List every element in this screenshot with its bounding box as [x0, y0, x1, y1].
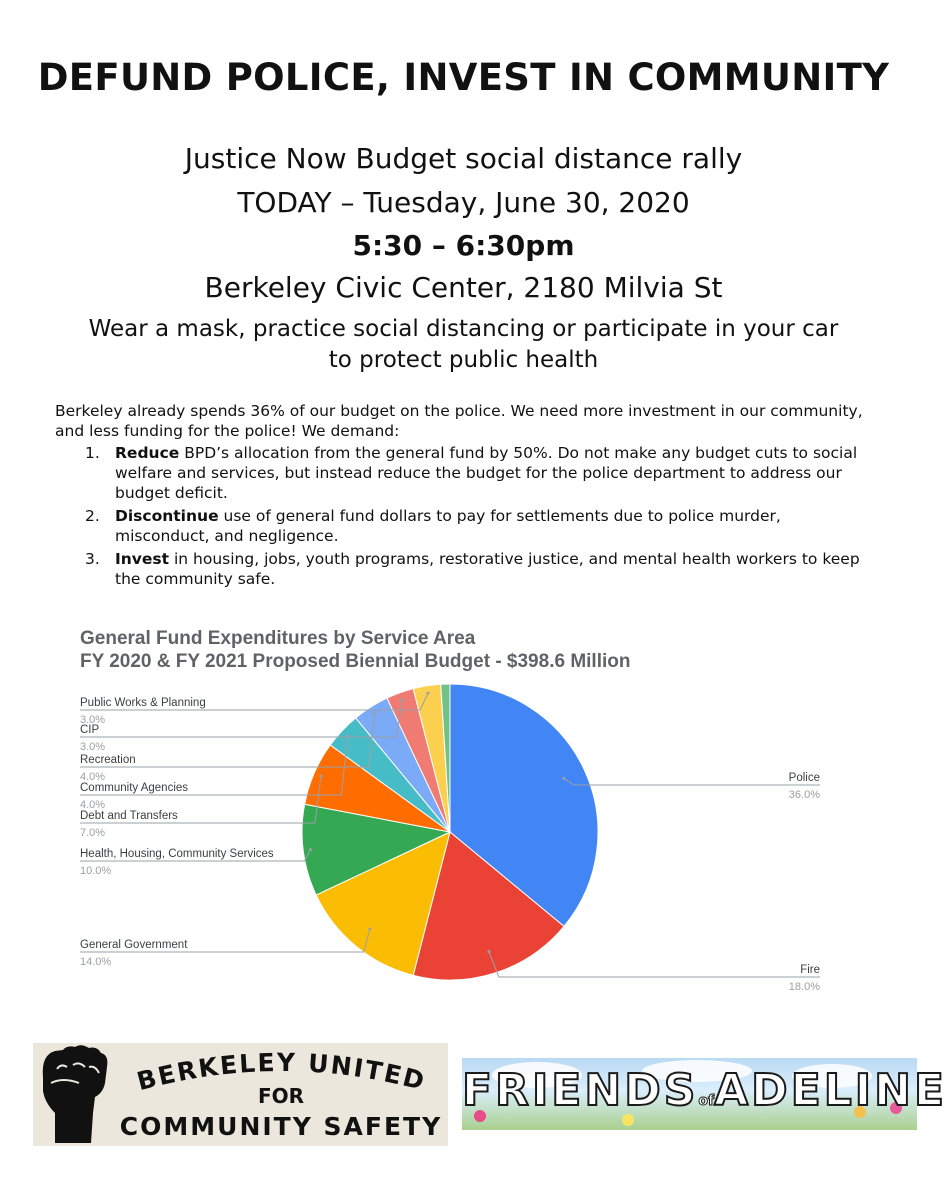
leader-dot	[487, 950, 490, 953]
slice-label: Fire	[800, 964, 820, 976]
leader-line	[489, 952, 820, 977]
leader-line	[80, 700, 402, 737]
demand-keyword: Discontinue	[115, 507, 219, 525]
demand-text: in housing, jobs, youth programs, restorative justice, and mental health workers to keep the community safe.	[115, 550, 860, 588]
demand-item	[85, 549, 875, 589]
slice-label: Recreation	[80, 754, 136, 766]
headline: DEFUND POLICE, INVEST IN COMMUNITY	[37, 56, 890, 99]
leader-dot	[368, 927, 371, 930]
leader-dot	[309, 848, 312, 851]
berkeley-united-logo	[33, 1043, 448, 1146]
slice-label: Community Agencies	[80, 782, 189, 794]
demand-item	[85, 443, 875, 503]
leader-dot	[319, 775, 322, 778]
leader-line	[564, 778, 820, 785]
pie-slice-community-agencies	[330, 718, 450, 832]
pie-slice-general-government	[316, 832, 450, 975]
leader-line	[80, 736, 348, 795]
demands-list	[85, 443, 875, 592]
slice-label: Debt and Transfers	[80, 810, 178, 822]
slice-value-label: 3.0%	[80, 714, 106, 726]
leader-dot	[401, 698, 404, 701]
leader-dot	[373, 712, 376, 715]
demand-item	[85, 506, 875, 546]
slice-label: Health, Housing, Community Services	[80, 848, 274, 860]
slice-label: CIP	[80, 724, 100, 736]
logo-wordmark	[462, 1065, 947, 1116]
leader-line	[80, 850, 311, 861]
event-time: 5:30 – 6:30pm	[352, 229, 575, 262]
slice-value-label: 14.0%	[80, 956, 112, 968]
leader-dot	[562, 777, 565, 780]
pie-slice-public-works-planning	[413, 684, 450, 832]
logo-word1: FRIENDS	[462, 1065, 699, 1116]
chart-title: General Fund Expenditures by Service Area	[80, 628, 476, 649]
chart-subtitle: FY 2020 & FY 2021 Proposed Biennial Budget - $398.6 Million	[80, 651, 631, 672]
slice-label: Police	[788, 772, 820, 784]
slice-value-label: 10.0%	[80, 865, 112, 877]
logo-line1: BERKELEY UNITED	[133, 1047, 429, 1097]
demand-text: use of general fund dollars to pay for settlements due to police murder, misconduct, and negligence.	[115, 507, 781, 545]
logo-line2: FOR	[257, 1084, 305, 1108]
event-title: Justice Now Budget social distance rally	[184, 142, 743, 175]
pie-slice-cip	[387, 689, 450, 832]
pie-slice-fire	[413, 832, 564, 980]
leader-dot	[346, 734, 349, 737]
event-date: TODAY – Tuesday, June 30, 2020	[237, 186, 690, 219]
event-note-line1: Wear a mask, practice social distancing or participate in your car	[88, 316, 839, 342]
slice-label: Public Works & Planning	[80, 697, 206, 709]
event-note	[0, 314, 927, 376]
demand-number: 3.	[85, 550, 100, 568]
slice-value-label: 7.0%	[80, 827, 106, 839]
leader-line	[80, 929, 370, 952]
slice-value-label: 4.0%	[80, 771, 106, 783]
demand-number: 1.	[85, 444, 100, 462]
pie-slice-debt-and-transfers	[305, 745, 450, 832]
intro-paragraph: Berkeley already spends 36% of our budget on the police. We need more investment in our community, and less funding for the police! We demand:	[55, 402, 863, 440]
logo-word2: ADELINE	[714, 1065, 947, 1116]
pie-slice-police	[450, 684, 598, 926]
pie-slice-unlabeled	[441, 684, 450, 832]
slice-value-label: 18.0%	[788, 981, 820, 993]
logo-of: of	[698, 1093, 715, 1109]
leader-dot	[427, 692, 430, 695]
pie-slice-health-housing-community-services	[302, 804, 450, 895]
leader-line	[80, 693, 428, 710]
demand-text: BPD’s allocation from the general fund by 50%. Do not make any budget cuts to social welfare and services, but instead reduce the budget for the police department to address our budget deficit.	[115, 444, 858, 502]
logo-line3: COMMUNITY SAFETY	[119, 1112, 443, 1141]
slice-label: General Government	[80, 939, 188, 951]
friends-of-adeline-logo	[462, 1058, 947, 1130]
event-location: Berkeley Civic Center, 2180 Milvia St	[204, 271, 723, 304]
slice-value-label: 36.0%	[788, 789, 820, 801]
leader-line	[80, 776, 321, 823]
pie-slice-recreation	[356, 698, 450, 832]
slice-value-label: 3.0%	[80, 741, 106, 753]
raised-fist-icon	[33, 1043, 448, 1146]
leader-line	[80, 713, 375, 767]
demand-keyword: Reduce	[115, 444, 180, 462]
demand-keyword: Invest	[115, 550, 170, 568]
demand-number: 2.	[85, 507, 100, 525]
event-note-line2: to protect public health	[328, 347, 599, 373]
slice-value-label: 4.0%	[80, 799, 106, 811]
